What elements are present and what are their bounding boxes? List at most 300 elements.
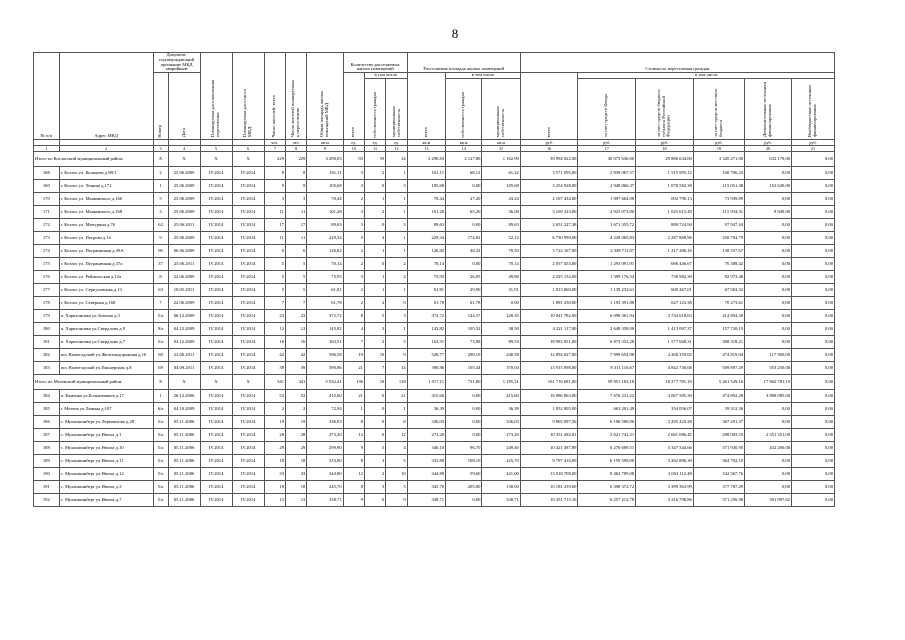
table-cell: 3 571 095,00: [520, 167, 578, 180]
table-cell: 1 577 668,31: [636, 336, 694, 349]
table-cell: 161,11: [407, 167, 445, 180]
table-cell: 161 716 681,00: [520, 375, 578, 390]
table-cell: 9: [153, 232, 168, 245]
subtotal-row: [34, 152, 835, 167]
table-cell: IV.2014: [232, 297, 264, 310]
table-cell: 372,72: [307, 310, 343, 323]
table-cell: 39 994 022,00: [520, 152, 578, 167]
table-header: [34, 53, 835, 152]
col-header-total-area: Общая площадь жилых помещений МКД: [307, 53, 343, 140]
table-cell: 1 293 091,91: [578, 258, 636, 271]
table-cell: 338,71: [482, 494, 520, 507]
address-cell: п. Харитоновка ул.Свердлова д.7: [59, 336, 153, 349]
table-cell: 42: [285, 349, 306, 362]
table-cell: 168 706,23: [693, 167, 744, 180]
table-cell: 0,00: [792, 258, 835, 271]
table-cell: 0,00: [446, 403, 482, 416]
column-number-cell: 5: [200, 146, 232, 152]
col-header-count-private: собственность граждан: [364, 79, 385, 140]
table-cell: 0,00: [792, 152, 835, 167]
table-cell: 5/a: [153, 494, 168, 507]
column-number-cell: 14: [446, 146, 482, 152]
table-cell: 05.11.2006: [168, 442, 200, 455]
table-cell: 1 139 232,61: [578, 284, 636, 297]
table-cell: 0,00: [792, 284, 835, 297]
table-cell: 3 295 425,28: [636, 416, 694, 429]
table-cell: 3: [343, 219, 364, 232]
table-cell: 38,50: [482, 323, 520, 336]
col-header-count-including: в том числе: [364, 73, 407, 79]
table-cell: 1: [386, 284, 407, 297]
table-cell: 25.06.2011: [168, 258, 200, 271]
table-cell: X: [168, 152, 200, 167]
table-cell: 4: [364, 232, 385, 245]
table-cell: 7: [285, 297, 306, 310]
table-cell: 19: [264, 416, 285, 429]
table-row: [34, 481, 835, 494]
table-cell: 0,00: [745, 323, 792, 336]
table-cell: 11: [264, 206, 285, 219]
table-cell: 60: [153, 349, 168, 362]
table-cell: 341: [285, 375, 306, 390]
table-cell: 04.09.2011: [168, 362, 200, 375]
table-cell: 0,00: [446, 429, 482, 442]
table-cell: 69: [153, 362, 168, 375]
table-cell: 183: [34, 362, 60, 375]
table-cell: 245,70: [307, 481, 343, 494]
table-cell: 2: [343, 284, 364, 297]
table-cell: 273,20: [482, 429, 520, 442]
table-cell: 157 720,19: [693, 323, 744, 336]
table-row: [34, 323, 835, 336]
table-cell: 96,70: [446, 442, 482, 455]
table-cell: 1: [364, 271, 385, 284]
table-cell: 354 056,07: [636, 403, 694, 416]
table-cell: 26.12.2006: [168, 390, 200, 403]
address-cell: с. Мулашпинберг ул.Нюхча д.12: [59, 468, 153, 481]
table-cell: 05.11.2006: [168, 468, 200, 481]
table-cell: 0,00: [792, 416, 835, 429]
table-cell: 6 098 361,94: [578, 310, 636, 323]
col-header-cost-including: в том числе: [578, 73, 835, 79]
table-cell: 0,00: [446, 416, 482, 429]
table-cell: 0,00: [745, 416, 792, 429]
table-cell: 5: [264, 284, 285, 297]
table-cell: 250 704,79: [693, 232, 744, 245]
table-row: [34, 362, 835, 375]
table-cell: 4 268 359,02: [636, 349, 694, 362]
unit-cell: ед.: [386, 140, 407, 146]
table-cell: 5: [343, 232, 364, 245]
table-cell: 0,00: [745, 258, 792, 271]
table-cell: 29: [285, 442, 306, 455]
table-cell: 184: [34, 390, 60, 403]
table-cell: 8: [343, 455, 364, 468]
table-row: [34, 455, 835, 468]
table-cell: 4: [343, 323, 364, 336]
table-cell: IV.2014: [200, 258, 232, 271]
table-cell: 171: [34, 206, 60, 219]
table-cell: 61,78: [307, 297, 343, 310]
table-cell: 5: [264, 271, 285, 284]
table-cell: 3: [343, 167, 364, 180]
table-cell: 372,72: [407, 310, 445, 323]
table-cell: 12: [343, 429, 364, 442]
table-cell: 3: [285, 193, 306, 206]
table-row: [34, 180, 835, 193]
unit-cell: кв.м: [482, 140, 520, 146]
table-cell: 0,00: [446, 180, 482, 193]
table-cell: 5/a: [153, 310, 168, 323]
table-cell: 89,53: [482, 336, 520, 349]
table-cell: 187: [34, 429, 60, 442]
table-cell: 10: [386, 468, 407, 481]
table-cell: 205,00: [446, 481, 482, 494]
table-cell: 0,00: [745, 245, 792, 258]
unit-cell: руб.: [792, 140, 835, 146]
table-cell: 176: [34, 271, 60, 284]
table-cell: 1 185,31: [482, 375, 520, 390]
address-cell: г. Котлас ул. Маяковского д.168: [59, 206, 153, 219]
address-cell: с. Мулашпинберг ул.Нюхча д.10: [59, 442, 153, 455]
table-cell: X: [232, 375, 264, 390]
table-cell: IV.2014: [232, 284, 264, 297]
table-cell: 0,00: [792, 323, 835, 336]
table-cell: 105,44: [446, 362, 482, 375]
relocation-table-container: [33, 52, 835, 507]
table-cell: 25.06.2009: [168, 193, 200, 206]
table-cell: 12: [264, 323, 285, 336]
table-cell: 6 730 999,00: [520, 232, 578, 245]
table-cell: 1 897 664,08: [578, 193, 636, 206]
table-cell: 390,86: [307, 362, 343, 375]
table-cell: 1 891 250,00: [520, 297, 578, 310]
table-cell: 2: [364, 206, 385, 219]
table-cell: 70,44: [307, 193, 343, 206]
table-cell: 10 421 387,89: [520, 442, 578, 455]
table-cell: 5: [386, 481, 407, 494]
table-row: [34, 403, 835, 416]
table-cell: IV.2014: [200, 219, 232, 232]
table-cell: IV.2014: [232, 390, 264, 403]
column-number-cell: 11: [364, 146, 385, 152]
table-cell: 0,00: [745, 193, 792, 206]
col-header-area-private: собственность граждан: [446, 79, 482, 140]
table-cell: IV.2014: [200, 245, 232, 258]
table-cell: IV.2014: [200, 494, 232, 507]
table-cell: 26,05: [446, 271, 482, 284]
col-header-area-group: Расселяемая площадь жилых помещений: [407, 53, 520, 73]
table-cell: 2: [264, 403, 285, 416]
unit-cell: чел.: [264, 140, 285, 146]
table-cell: 596,58: [307, 349, 343, 362]
col-header-cost-extra2: Внебюджетные источники финансирования: [792, 79, 835, 140]
table-cell: 05.11.2006: [168, 481, 200, 494]
address-cell: г. Котлас ул. Пограничная д.37а: [59, 258, 153, 271]
table-cell: 16: [264, 336, 285, 349]
table-cell: 175: [34, 258, 60, 271]
table-row: [34, 429, 835, 442]
table-cell: 627 123,38: [636, 297, 694, 310]
column-number-cell: 9: [307, 146, 343, 152]
table-cell: 18: [264, 481, 285, 494]
table-cell: 6: [264, 245, 285, 258]
address-cell: г. Котлас ул. Мичурина д.76: [59, 219, 153, 232]
unit-cell: руб.: [745, 140, 792, 146]
table-cell: 48,32: [446, 245, 482, 258]
address-cell: с. Мулашпинберг ул.Нюхча д.1: [59, 429, 153, 442]
table-cell: 5 461 529,16: [693, 375, 744, 390]
table-cell: 0,00: [745, 481, 792, 494]
table-cell: 126,82: [407, 245, 445, 258]
table-cell: 27,20: [446, 193, 482, 206]
table-cell: 229,34: [307, 232, 343, 245]
table-cell: 39: [285, 362, 306, 375]
table-cell: 76 388,42: [693, 258, 744, 271]
table-cell: 338,71: [307, 494, 343, 507]
table-cell: 1 193 391,88: [578, 297, 636, 310]
table-cell: 7 999 654,98: [578, 349, 636, 362]
table-cell: 528,77: [407, 349, 445, 362]
table-cell: 10 181 239,00: [520, 481, 578, 494]
table-cell: 1 162,99: [482, 152, 520, 167]
table-cell: 59 851 183,18: [578, 375, 636, 390]
table-cell: 1 025 615,49: [636, 206, 694, 219]
table-cell: 9: [386, 494, 407, 507]
column-number-cell: 2: [59, 146, 153, 152]
table-cell: 136: [343, 375, 364, 390]
table-cell: 5: [364, 310, 385, 323]
table-cell: 5/a: [153, 468, 168, 481]
table-cell: 174: [34, 245, 60, 258]
address-cell: п. Харитоновка ул.Свердлова д.9: [59, 323, 153, 336]
address-cell: п. Харитоновка ул.Зеленая д.3: [59, 310, 153, 323]
table-cell: 2: [386, 271, 407, 284]
table-cell: 2: [386, 258, 407, 271]
table-cell: 1 813 069,00: [520, 284, 578, 297]
table-cell: 8: [285, 167, 306, 180]
table-row: [34, 284, 835, 297]
table-cell: 0,00: [792, 232, 835, 245]
table-cell: 4 842 736,68: [636, 362, 694, 375]
table-cell: 18 983 051,00: [520, 336, 578, 349]
table-cell: 06.06.2009: [168, 245, 200, 258]
table-cell: 0,00: [792, 390, 835, 403]
table-cell: 19: [285, 416, 306, 429]
table-cell: 474 892,28: [693, 390, 744, 403]
table-cell: IV.2014: [200, 455, 232, 468]
table-cell: 13 915 098,00: [520, 362, 578, 375]
table-cell: 39 312,36: [693, 403, 744, 416]
table-cell: 0,00: [792, 429, 835, 442]
table-cell: 70,14: [407, 258, 445, 271]
table-cell: 04.10.2009: [168, 403, 200, 416]
table-row: [34, 219, 835, 232]
table-cell: 117 900,00: [745, 349, 792, 362]
table-cell: 336,03: [307, 416, 343, 429]
table-cell: 5: [285, 284, 306, 297]
table-cell: 62: [153, 219, 168, 232]
table-cell: X: [168, 375, 200, 390]
col-header-doc-date: Дата: [168, 73, 200, 140]
table-cell: 2: [364, 167, 385, 180]
table-cell: 170: [34, 193, 60, 206]
table-cell: 3 722 167,00: [520, 245, 578, 258]
column-number-cell: 4: [168, 146, 200, 152]
table-cell: 1: [386, 323, 407, 336]
table-cell: IV.2014: [200, 390, 232, 403]
table-cell: 390,86: [407, 362, 445, 375]
table-cell: 29 886 634,00: [636, 152, 694, 167]
table-cell: 1: [364, 245, 385, 258]
table-cell: 370,04: [482, 362, 520, 375]
table-cell: 78,50: [482, 245, 520, 258]
table-cell: 377 787,29: [693, 481, 744, 494]
table-cell: 152 620,00: [745, 180, 792, 193]
table-cell: 0,00: [482, 297, 520, 310]
col-header-count-group: Количество расселяемых жилых помещений: [343, 53, 407, 73]
table-cell: 143,82: [407, 323, 445, 336]
table-cell: 73,98: [446, 336, 482, 349]
table-cell: 6 276 689,51: [578, 442, 636, 455]
table-cell: 143,82: [307, 323, 343, 336]
table-cell: 336,03: [482, 416, 520, 429]
table-cell: IV.2014: [200, 193, 232, 206]
table-cell: 6 257 212,78: [578, 494, 636, 507]
table-cell: IV.2014: [200, 284, 232, 297]
table-cell: 0,00: [446, 390, 482, 403]
table-cell: 3: [343, 180, 364, 193]
table-row: [34, 297, 835, 310]
table-cell: 178: [34, 297, 60, 310]
table-cell: 9 797 416,00: [520, 455, 578, 468]
table-cell: 5: [153, 193, 168, 206]
table-cell: 36,39: [482, 403, 520, 416]
col-header-cost-subject: за счет средств бюджета субъекта Российской Федерации: [636, 79, 694, 140]
table-cell: 333,80: [407, 455, 445, 468]
table-cell: 371 930,95: [693, 442, 744, 455]
table-cell: 191: [34, 481, 60, 494]
col-header-no: № п/п: [34, 53, 60, 140]
table-row: [34, 416, 835, 429]
relocation-table: [33, 52, 835, 507]
column-number-cell: 7: [264, 146, 285, 152]
table-cell: 138,00: [482, 481, 520, 494]
address-cell: с. Мулашпинберг ул.Лермонтова д.28: [59, 416, 153, 429]
unit-cell: кв.м: [407, 140, 445, 146]
table-cell: 18: [364, 375, 385, 390]
table-cell: 0,00: [792, 403, 835, 416]
table-cell: 65,20: [446, 206, 482, 219]
table-cell: 6 159 599,00: [578, 455, 636, 468]
table-cell: 3 399 363,99: [636, 481, 694, 494]
table-cell: 8: [343, 310, 364, 323]
col-header-count-municipal: муниципальная собственность: [386, 79, 407, 140]
table-cell: IV.2014: [232, 206, 264, 219]
table-cell: IV.2014: [232, 362, 264, 375]
table-cell: 61,81: [407, 284, 445, 297]
table-cell: IV.2014: [200, 481, 232, 494]
table-cell: 308 318,21: [693, 336, 744, 349]
table-cell: 342 567,76: [693, 468, 744, 481]
table-cell: 692 790,13: [636, 193, 694, 206]
table-row: [34, 390, 835, 403]
table-cell: 13: [285, 494, 306, 507]
table-cell: 432 200,00: [745, 442, 792, 455]
table-cell: IV.2014: [232, 258, 264, 271]
table-cell: 29,90: [446, 284, 482, 297]
column-number-cell: 18: [636, 146, 694, 152]
table-cell: 2 338 711,07: [578, 245, 636, 258]
table-cell: 0: [364, 390, 385, 403]
table-cell: X: [200, 152, 232, 167]
table-cell: 36,39: [407, 403, 445, 416]
table-cell: 169: [34, 180, 60, 193]
table-cell: 19: [343, 349, 364, 362]
table-cell: 13 918 708,00: [520, 468, 578, 481]
col-header-area-total: всего: [407, 73, 445, 140]
table-cell: 12: [285, 323, 306, 336]
table-cell: 229,34: [407, 232, 445, 245]
table-cell: 3 169 323,00: [520, 206, 578, 219]
table-row: [34, 310, 835, 323]
table-cell: 70 273,61: [693, 297, 744, 310]
table-cell: 6 196 586,96: [578, 416, 636, 429]
table-cell: 163,51: [407, 336, 445, 349]
table-cell: 22.06.2011: [168, 349, 200, 362]
table-cell: 10 351 715,16: [520, 494, 578, 507]
table-cell: 12: [386, 429, 407, 442]
table-cell: 3: [343, 271, 364, 284]
table-cell: 0,00: [792, 310, 835, 323]
table-cell: 273,20: [307, 429, 343, 442]
table-cell: 731,80: [446, 375, 482, 390]
table-cell: 42: [264, 349, 285, 362]
table-cell: 228,35: [482, 310, 520, 323]
table-cell: 118: [386, 375, 407, 390]
table-cell: 1 078 582,38: [636, 180, 694, 193]
table-cell: X: [232, 152, 264, 167]
table-cell: 1 399 176,54: [578, 271, 636, 284]
unit-cell: ед.: [364, 140, 385, 146]
column-number-cell: 20: [745, 146, 792, 152]
address-cell: г. Котлас ул. Рейнольская д.12а: [59, 271, 153, 284]
table-cell: 1 413 097,37: [636, 323, 694, 336]
table-cell: IV.2014: [232, 193, 264, 206]
table-cell: 17: [285, 219, 306, 232]
table-cell: 17: [264, 219, 285, 232]
table-cell: 345,70: [407, 481, 445, 494]
table-cell: 10 041 782,00: [520, 310, 578, 323]
address-cell: с. Мулашпинберг ул.Нюхча д.3: [59, 481, 153, 494]
table-cell: 333,80: [307, 455, 343, 468]
table-cell: 0: [364, 180, 385, 193]
table-cell: 8: [264, 167, 285, 180]
table-cell: 0,00: [792, 271, 835, 284]
unit-cell: ед.: [343, 140, 364, 146]
table-cell: 173: [34, 232, 60, 245]
table-cell: 89,63: [407, 219, 445, 232]
table-cell: 1 917,11: [407, 375, 445, 390]
address-cell: пос Вычегодский ул.Пионерская д.8: [59, 362, 153, 375]
table-cell: 05.11.2006: [168, 416, 200, 429]
table-cell: 13: [264, 494, 285, 507]
table-cell: 353 250,00: [745, 362, 792, 375]
table-cell: 108,10: [446, 455, 482, 468]
table-cell: 415,60: [307, 390, 343, 403]
table-cell: 0,00: [745, 167, 792, 180]
address-cell: с. Мулашпинберг ул.Нюхча д.11: [59, 455, 153, 468]
